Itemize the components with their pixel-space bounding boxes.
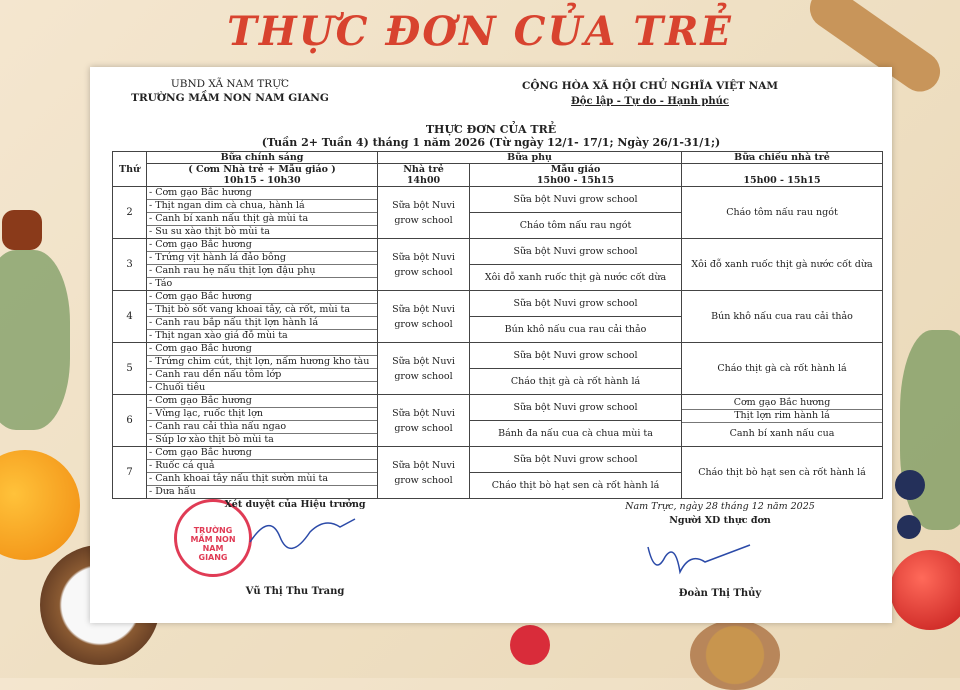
day-cell: 7 [113, 447, 147, 499]
main-meal-cell [147, 239, 378, 291]
day-cell: 6 [113, 395, 147, 447]
af-time: 15h00 - 15h15 [743, 175, 821, 186]
menu-author-title: Người XD thực đơn [669, 515, 771, 526]
dish-item: - Thịt ngan dim cà chua, hành lá [147, 200, 377, 213]
dish-item: - Cơm gạo Bắc hương [147, 447, 377, 460]
approval-title: Xét duyệt của Hiệu trưởng [224, 499, 366, 510]
dish-item: - Cơm gạo Bắc hương [147, 187, 377, 200]
mg-snack-milk-cell: Sữa bột Nuvi grow school [470, 187, 682, 213]
mg-snack-milk-cell: Sữa bột Nuvi grow school [470, 447, 682, 473]
nt-label: Nhà trẻ [403, 164, 444, 175]
col-header-main-sub [147, 164, 378, 187]
main-meal-cell [147, 395, 378, 447]
dish-item: - Thịt bò sốt vang khoai tây, cà rốt, mùi ta [147, 304, 377, 317]
apple-decoration [890, 550, 960, 630]
table-row [113, 187, 883, 213]
header-right [490, 79, 810, 109]
mg-snack-dish-cell: Bún khô nấu cua rau cải thảo [470, 317, 682, 343]
table-row [113, 343, 883, 369]
dish-item: - Canh rau dền nấu tôm lớp [147, 369, 377, 382]
col-header-main: Bữa chính sáng [147, 152, 378, 164]
dish-item: - Canh rau cải thìa nấu ngao [147, 421, 377, 434]
dish-item: - Canh bí xanh nấu thịt gà mùi ta [147, 213, 377, 226]
header-left [90, 77, 370, 105]
dish-item: - Trứng chim cút, thịt lợn, nấm hương kho tàu [147, 356, 377, 369]
menu-author-name: Đoàn Thị Thủy [678, 588, 762, 599]
nt-snack-cell: Sữa bột Nuvi grow school [378, 343, 470, 395]
day-cell: 3 [113, 239, 147, 291]
dish-item: - Chuối tiêu [149, 382, 206, 393]
afternoon-cell: Bún khô nấu cua rau cải thảo [682, 291, 883, 343]
blueberry-decoration-2 [897, 515, 921, 539]
dish-item: - Thịt ngan xào giá đỗ mùi ta [149, 330, 288, 341]
raspberry-decoration [510, 625, 550, 665]
banner-title: THỰC ĐƠN CỦA TRẺ [227, 8, 733, 55]
mg-snack-milk-cell: Sữa bột Nuvi grow school [470, 291, 682, 317]
nt-snack-cell: Sữa bột Nuvi grow school [378, 395, 470, 447]
mg-snack-dish-cell: Bánh đa nấu cua cà chua mùi ta [470, 421, 682, 447]
dish-item: - Dưa hấu [149, 486, 196, 497]
document-title-main: THỰC ĐƠN CỦA TRẺ [425, 123, 557, 136]
dish-item: - Táo [149, 278, 173, 289]
dish-item: - Súp lơ xào thịt bò mùi ta [149, 434, 274, 445]
afternoon-cell: Cháo thịt bò hạt sen cà rốt hành lá [682, 447, 883, 499]
table-row [113, 291, 883, 317]
col-header-snack: Bữa phụ [378, 152, 682, 164]
blueberry-decoration [895, 470, 925, 500]
dish-item: - Trứng vịt hành lá đảo bông [147, 252, 377, 265]
col-header-afternoon: Bữa chiều nhà trẻ [682, 152, 883, 164]
school-name: TRƯỜNG MẦM NON NAM GIANG [131, 92, 329, 104]
afternoon-dish: Cơm gạo Bắc hương [682, 397, 882, 410]
dish-item: - Canh rau hẹ nấu thịt lợn đậu phụ [147, 265, 377, 278]
country-name: CỘNG HÒA XÃ HỘI CHỦ NGHĨA VIỆT NAM [522, 80, 778, 92]
nt-snack-cell: Sữa bột Nuvi grow school [378, 447, 470, 499]
dish-item: - Su su xào thịt bò mùi ta [149, 226, 270, 237]
afternoon-cell: Cháo thịt gà cà rốt hành lá [682, 343, 883, 395]
principal-name: Vũ Thị Thu Trang [245, 586, 345, 597]
mg-time: 15h00 - 15h15 [536, 175, 615, 186]
dish-item: - Cơm gạo Bắc hương [147, 291, 377, 304]
star-anise-decoration [2, 210, 42, 250]
district-name: UBND XÃ NAM TRỰC [170, 78, 290, 90]
herb-decoration [0, 250, 70, 430]
afternoon-cell: Xôi đỗ xanh ruốc thịt gà nước cốt dừa [682, 239, 883, 291]
nt-snack-cell: Sữa bột Nuvi grow school [378, 239, 470, 291]
mg-snack-dish-cell: Cháo tôm nấu rau ngót [470, 213, 682, 239]
dish-item: - Cơm gạo Bắc hương [147, 239, 377, 252]
mg-snack-dish-cell: Cháo thịt bò hạt sen cà rốt hành lá [470, 473, 682, 499]
dish-item: - Canh rau bắp nấu thịt lợn hành lá [147, 317, 377, 330]
menu-document [90, 67, 892, 623]
signing-date: Nam Trực, ngày 28 tháng 12 năm 2025 [625, 501, 815, 512]
dish-item: - Vừng lạc, ruốc thịt lợn [147, 408, 377, 421]
col-header-af-time [682, 164, 883, 187]
main-meal-cell [147, 291, 378, 343]
mg-snack-milk-cell: Sữa bột Nuvi grow school [470, 395, 682, 421]
mg-snack-dish-cell: Xôi đỗ xanh ruốc thịt gà nước cốt dừa [470, 265, 682, 291]
stamp-label: TRƯỜNG MẦM NON NAM GIANG [190, 526, 236, 562]
afternoon-dish: Canh bí xanh nấu cua [729, 427, 835, 439]
main-meal-cell [147, 187, 378, 239]
day-cell: 4 [113, 291, 147, 343]
dish-item: - Canh khoai tây nấu thịt sườn mùi ta [147, 473, 377, 486]
document-subtitle: (Tuần 2+ Tuần 4) tháng 1 năm 2026 (Từ ngày 12/1- 17/1; Ngày 26/1-31/1;) [261, 136, 721, 149]
table-row [113, 395, 883, 421]
document-title [90, 123, 892, 149]
col-header-day: Thứ [113, 152, 147, 187]
nt-time: 14h00 [406, 175, 441, 186]
principal-signature [240, 507, 360, 557]
table-row [113, 239, 883, 265]
table-row [113, 447, 883, 473]
mg-snack-milk-cell: Sữa bột Nuvi grow school [470, 343, 682, 369]
dish-item: - Cơm gạo Bắc hương [147, 395, 377, 408]
day-cell: 2 [113, 187, 147, 239]
afternoon-dish: Thịt lợn rim hành lá [682, 410, 882, 423]
herb-decoration-right [900, 330, 960, 530]
motto: Độc lập - Tự do - Hạnh phúc [571, 96, 729, 107]
main-time: 10h15 - 10h30 [223, 175, 301, 186]
dish-item: - Cơm gạo Bắc hương [147, 343, 377, 356]
dish-item: - Ruốc cá quả [147, 460, 377, 473]
main-sub-label: ( Cơm Nhà trẻ + Mẫu giáo ) [188, 164, 336, 175]
main-meal-cell [147, 343, 378, 395]
main-meal-cell [147, 447, 378, 499]
col-header-mg [470, 164, 682, 187]
menu-table [112, 151, 883, 499]
mg-snack-dish-cell: Cháo thịt gà cà rốt hành lá [470, 369, 682, 395]
nt-snack-cell: Sữa bột Nuvi grow school [378, 291, 470, 343]
mg-snack-milk-cell: Sữa bột Nuvi grow school [470, 239, 682, 265]
orange-decoration [0, 450, 80, 560]
afternoon-cell: Cháo tôm nấu rau ngót [682, 187, 883, 239]
author-signature [640, 537, 770, 587]
grain-bowl-decoration [690, 620, 780, 690]
col-header-nt [378, 164, 470, 187]
nt-snack-cell: Sữa bột Nuvi grow school [378, 187, 470, 239]
signature-block-right [590, 501, 850, 526]
afternoon-cell [682, 395, 883, 447]
day-cell: 5 [113, 343, 147, 395]
mg-label: Mẫu giáo [550, 164, 601, 175]
